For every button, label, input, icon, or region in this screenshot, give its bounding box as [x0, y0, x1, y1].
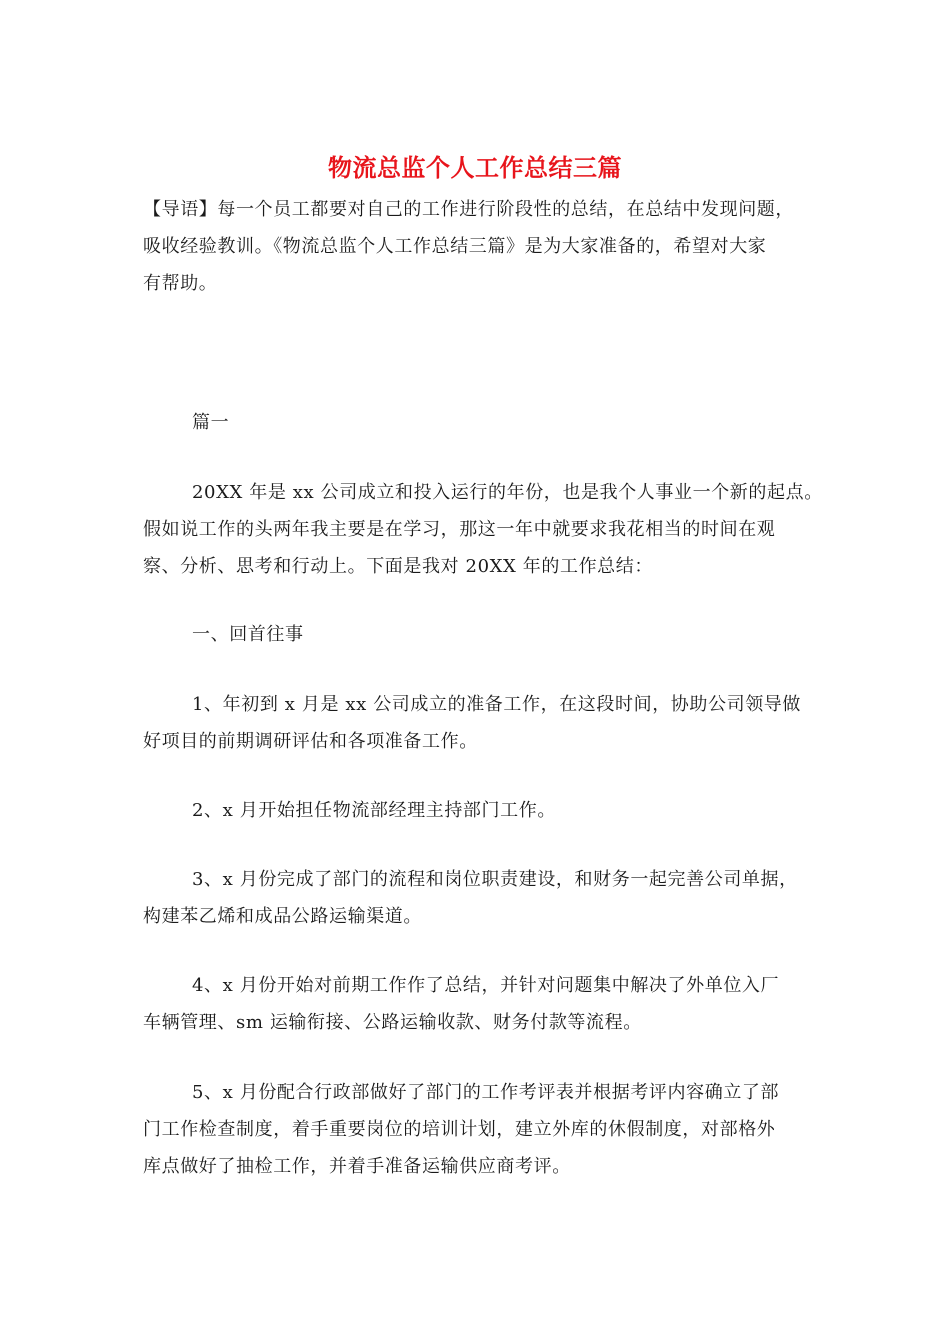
item1-line-2: 好项目的前期调研评估和各项准备工作。	[143, 731, 478, 752]
item3-line-2: 构建苯乙烯和成品公路运输渠道。	[143, 906, 422, 927]
para1-line-2: 假如说工作的头两年我主要是在学习，那这一年中就要求我花相当的时间在观	[143, 519, 776, 540]
item2-line-1: 2、x 月开始担任物流部经理主持部门工作。	[192, 800, 556, 821]
item4-line-1: 4、x 月份开始对前期工作作了总结，并针对问题集中解决了外单位入厂	[192, 975, 780, 996]
subheading: 一、回首往事	[192, 624, 304, 645]
item4-line-2: 车辆管理、sm 运输衔接、公路运输收款、财务付款等流程。	[143, 1012, 642, 1033]
item5-line-2: 门工作检查制度，着手重要岗位的培训计划，建立外库的休假制度，对部格外	[143, 1119, 776, 1140]
document-title: 物流总监个人工作总结三篇	[328, 153, 622, 182]
intro-line-2: 吸收经验教训。《物流总监个人工作总结三篇》是为大家准备的，希望对大家	[143, 236, 767, 257]
intro-line-3: 有帮助。	[143, 273, 218, 294]
para1-line-1: 20XX 年是 xx 公司成立和投入运行的年份，也是我个人事业一个新的起点。	[192, 482, 823, 503]
item3-line-1: 3、x 月份完成了部门的流程和岗位职责建设，和财务一起完善公司单据，	[192, 869, 798, 890]
intro-line-1: 【导语】每一个员工都要对自己的工作进行阶段性的总结，在总结中发现问题，	[143, 199, 794, 220]
para1-line-3: 察、分析、思考和行动上。下面是我对 20XX 年的工作总结：	[143, 556, 653, 577]
item5-line-3: 库点做好了抽检工作，并着手准备运输供应商考评。	[143, 1156, 571, 1177]
item1-line-1: 1、年初到 x 月是 xx 公司成立的准备工作，在这段时间，协助公司领导做	[192, 694, 801, 715]
section-heading: 篇一	[192, 412, 230, 433]
item5-line-1: 5、x 月份配合行政部做好了部门的工作考评表并根据考评内容确立了部	[192, 1082, 780, 1103]
